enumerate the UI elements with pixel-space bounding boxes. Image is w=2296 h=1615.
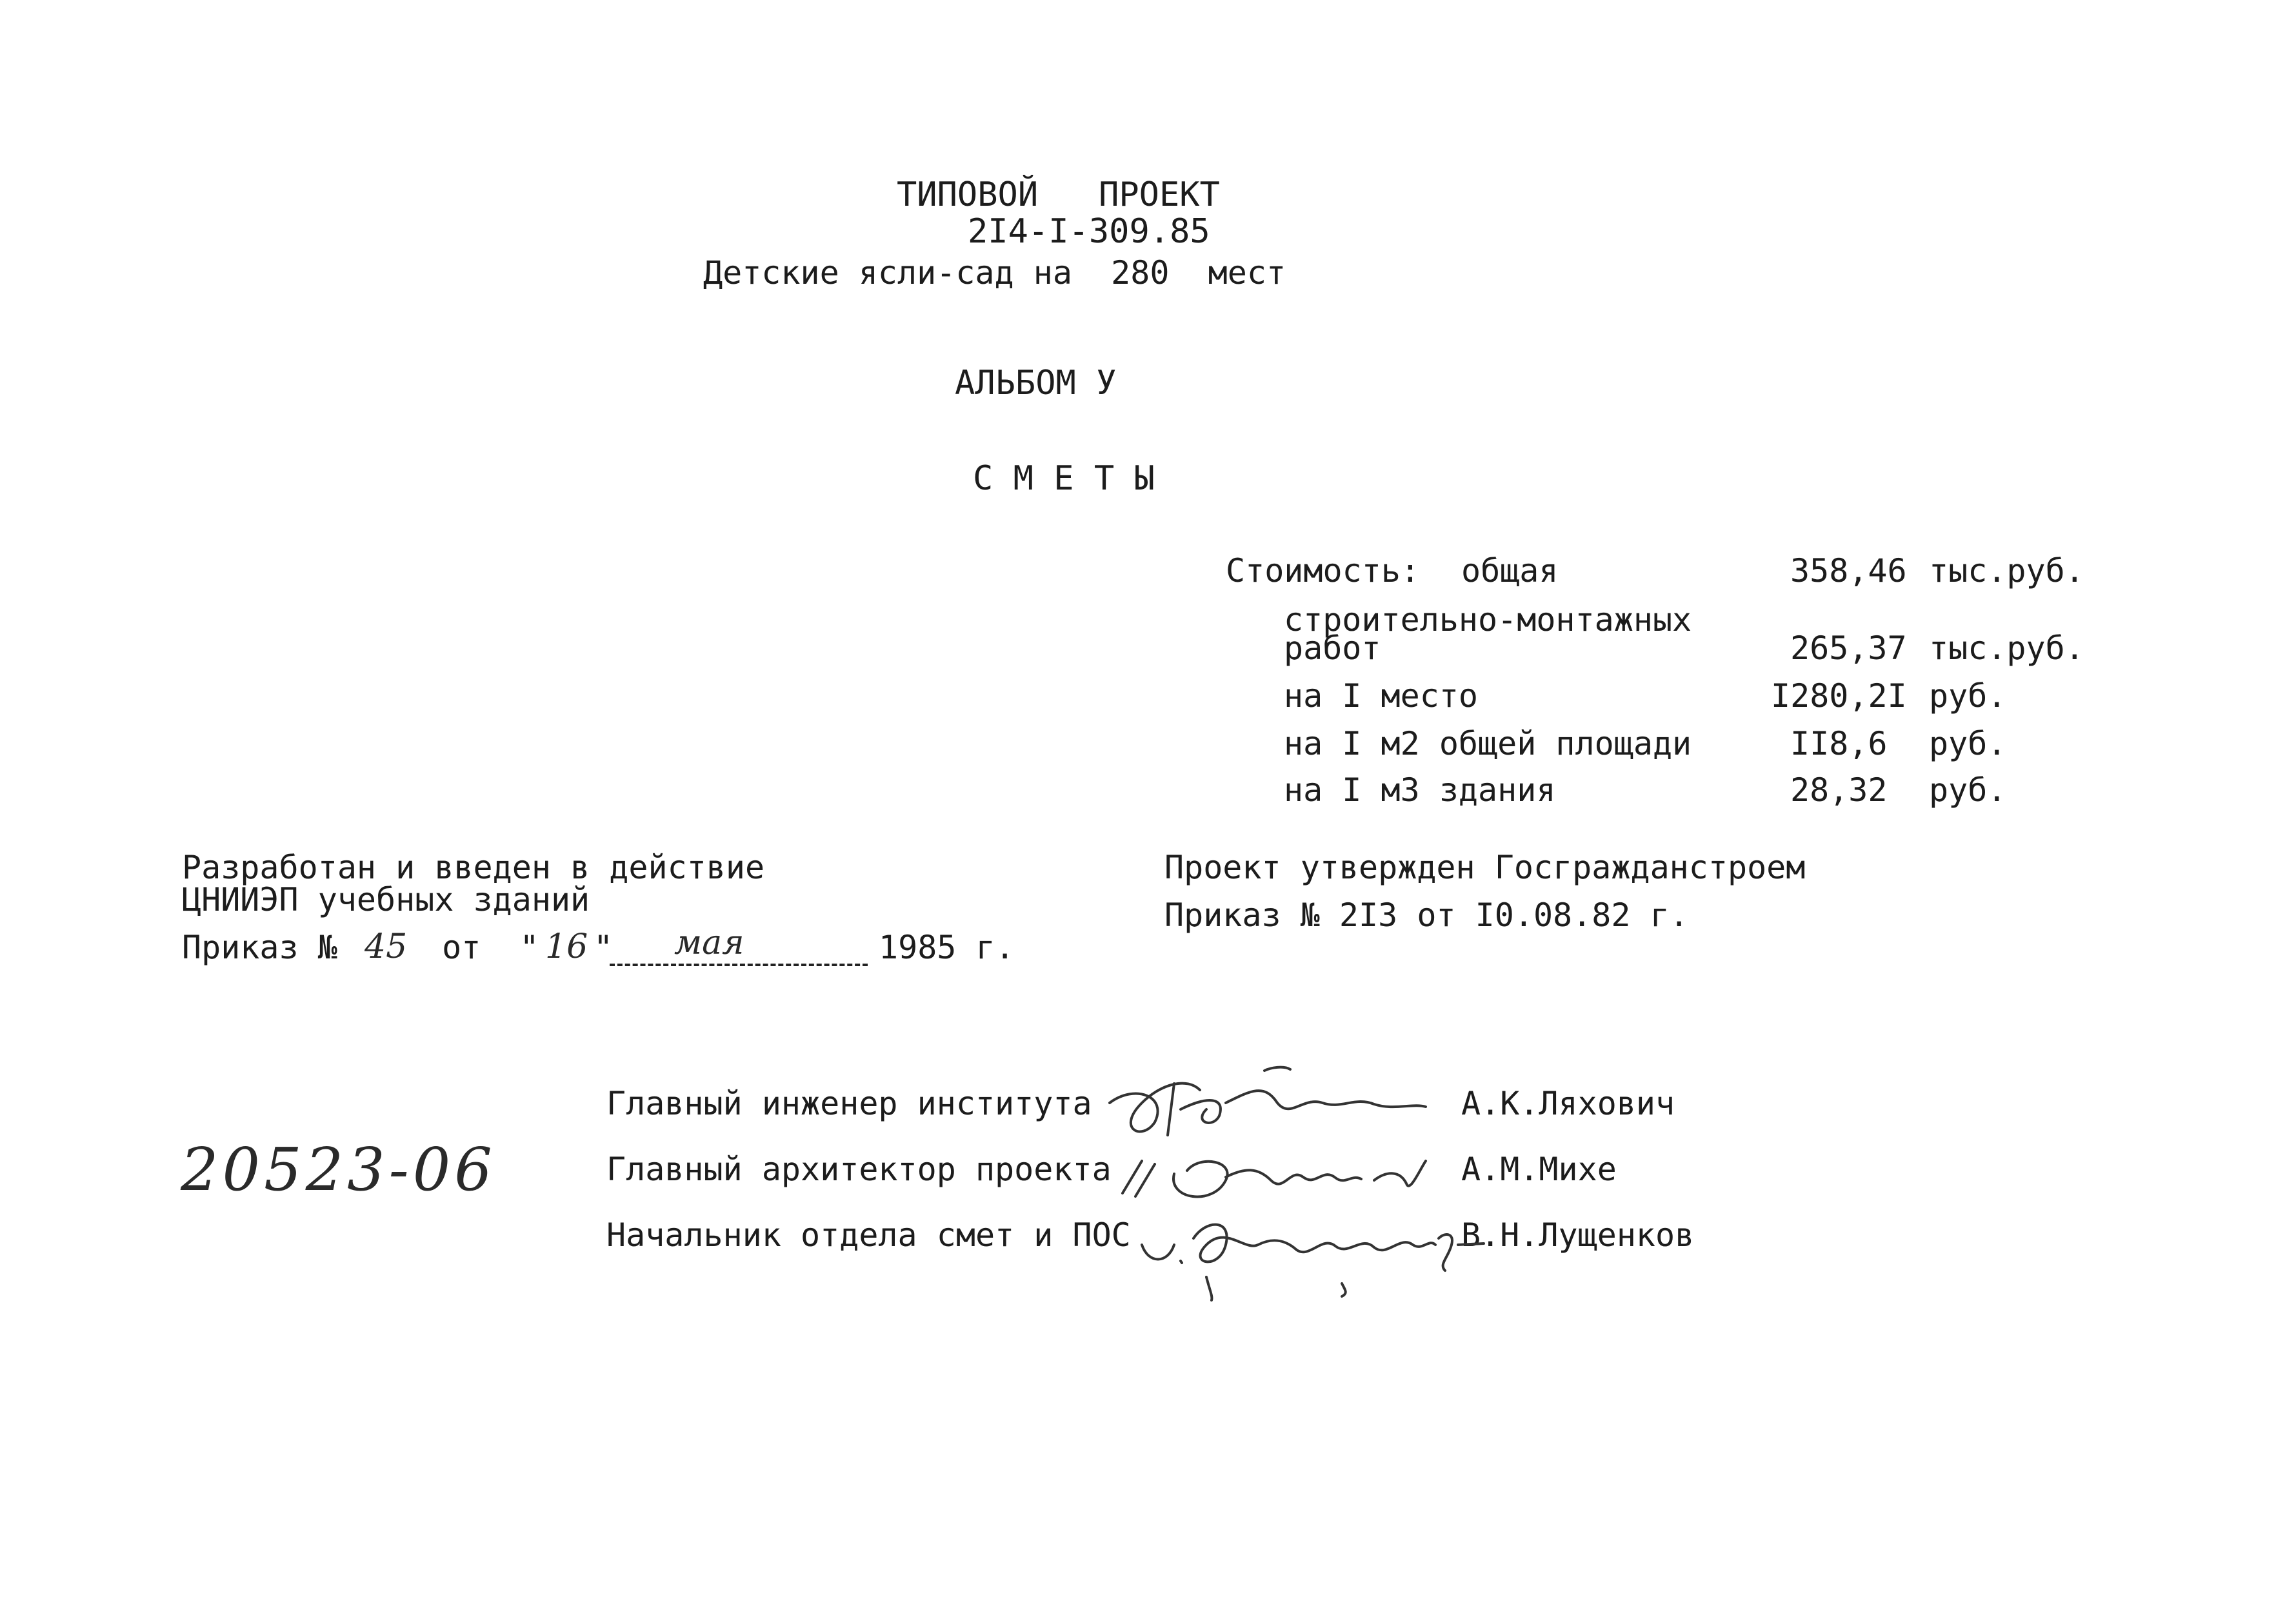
project-name: Детские ясли-сад на 280 мест bbox=[703, 254, 1286, 292]
signatory-position: Начальник отдела смет и ПОС bbox=[606, 1216, 1131, 1254]
order-year: 1985 г. bbox=[879, 929, 1015, 966]
cost-row-label: общая bbox=[1461, 552, 1559, 590]
section-title: С М Е Т Ы bbox=[973, 459, 1155, 498]
cost-row-label: на I м3 здания bbox=[1284, 771, 1556, 809]
order-number: 45 bbox=[364, 927, 408, 966]
order-day: 16 bbox=[545, 927, 588, 966]
archive-number: 20523-06 bbox=[181, 1135, 496, 1204]
signatory-position: Главный архитектор проекта bbox=[606, 1151, 1112, 1188]
order-month: мая bbox=[674, 924, 744, 962]
signature-chief-engineer bbox=[1097, 1058, 1432, 1148]
cost-row-unit: руб. bbox=[1929, 725, 2007, 762]
cost-row-unit: руб. bbox=[1929, 677, 2007, 715]
developed-line: Разработан и введен в действие bbox=[182, 849, 765, 886]
cost-row-value: 28,32 bbox=[1790, 771, 1888, 809]
cost-row-unit: тыс.руб. bbox=[1929, 552, 2084, 590]
signatory-name: А.К.Ляхович bbox=[1461, 1085, 1675, 1122]
signatory-name: А.М.Михе bbox=[1461, 1151, 1617, 1188]
signatory-position: Главный инженер института bbox=[606, 1085, 1092, 1122]
project-code: 2I4-I-309.85 bbox=[968, 212, 1210, 251]
document-title: ТИПОВОЙ ПРОЕКТ bbox=[897, 175, 1220, 214]
cost-label: Стоимость: bbox=[1226, 552, 1421, 590]
date-underline bbox=[610, 964, 868, 966]
signature-estimates-head bbox=[1135, 1200, 1497, 1303]
album-label: АЛЬБОМ У bbox=[955, 364, 1117, 402]
cost-row-label: строительно-монтажных bbox=[1284, 601, 1692, 639]
order-prefix: Приказ № bbox=[182, 929, 357, 966]
cost-row-value: 358,46 bbox=[1790, 552, 1907, 590]
quote-close: " bbox=[594, 929, 614, 966]
cost-row-value: I280,2I bbox=[1771, 677, 1907, 715]
cost-row-label: на I место bbox=[1284, 677, 1479, 715]
approved-line: Проект утвержден Госгражданстроем bbox=[1164, 849, 1806, 886]
cost-row-unit: руб. bbox=[1929, 771, 2007, 809]
approved-order: Приказ № 2I3 от I0.08.82 г. bbox=[1164, 897, 1689, 934]
signatory-name: В.Н.Лущенков bbox=[1461, 1216, 1695, 1254]
cost-row-unit: тыс.руб. bbox=[1929, 629, 2084, 667]
cost-row-label-cont: работ bbox=[1284, 629, 1381, 667]
cost-row-label: на I м2 общей площади bbox=[1284, 725, 1692, 762]
institute-name: ЦНИИЭП учебных зданий bbox=[182, 881, 590, 918]
cost-row-value: II8,6 bbox=[1790, 725, 1888, 762]
order-from: от " bbox=[423, 929, 539, 966]
cost-row-value: 265,37 bbox=[1790, 629, 1907, 667]
